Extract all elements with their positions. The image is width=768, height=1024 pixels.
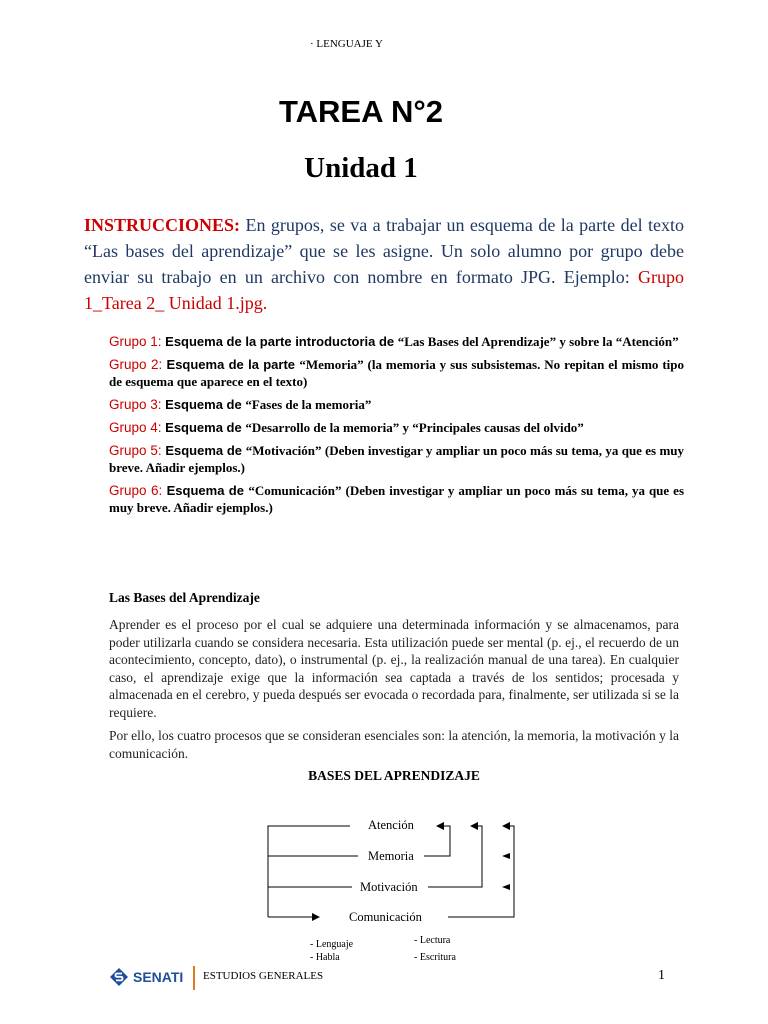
group-topic: “Motivación” (Deben investigar y ampliar un poco más su tema, ya que es muy breve. Añadir ejemplos.) [109,443,685,475]
page-number: 1 [658,968,665,983]
diagram-note-lenguaje: - Lenguaje [310,939,354,950]
group-item [109,442,684,476]
body-paragraph: Por ello, los cuatro procesos que se consideran esenciales son: la atención, la memoria, la motivación y la comunicación. [109,728,679,761]
instructions-example: Grupo 1_Tarea 2_ Unidad 1.jpg. [84,267,684,313]
diagram-node-atencion: Atención [368,818,414,832]
group-topic: “Comunicación” (Deben investigar y ampliar un poco más su tema, ya que es muy breve. Añadir ejemplos.) [109,483,684,515]
instructions-label: INSTRUCCIONES: [84,215,241,235]
arrowhead-marker [502,884,510,890]
brand-name: SENATI [133,969,184,985]
group-item [109,419,684,436]
group-item [109,333,684,350]
group-label: Grupo 4: [109,420,162,435]
footer-logo [109,966,183,988]
group-label: Grupo 3: [109,397,162,412]
diagram-title: BASES DEL APRENDIZAJE [308,768,480,783]
group-topic: “Fases de la memoria” [245,397,372,412]
right-loop-inner [424,826,450,856]
senati-logo-icon [109,967,129,987]
group-desc: Esquema de la parte introductoria de [161,334,398,349]
instructions [84,212,684,316]
body-paragraph: Aprender es el proceso por el cual se adquiere una determinada información y se almacenamos, para poder utilizarla cuando se considera necesaria. Esta utilización puede ser mental (p. ej., el recuerdo de un acontecimiento, concepto, dato), o instrumental (p. ej., la realización manual de una tarea). En cualquier caso, el aprendizaje exige que la información sea captada a través de los sentidos; procesada y almacenada en el cerebro, y pueda después ser evocada o recordada para, finalmente, ser utilizada si se la requiere. [109,617,679,720]
group-topic: “Desarrollo de la memoria” y “Principales causas del olvido” [245,420,584,435]
group-label: Grupo 1: [109,334,162,349]
page-title: TAREA N°2 [279,94,443,129]
group-desc: Esquema de la parte [162,357,300,372]
group-item [109,396,684,413]
right-loop-outer [448,826,514,917]
group-item [109,482,684,516]
diagram-node-comunicacion: Comunicación [349,910,422,924]
arrowhead-marker [502,853,510,859]
group-label: Grupo 6: [109,483,163,498]
group-list [109,333,684,522]
diagram-node-motivacion: Motivación [360,880,418,894]
group-label: Grupo 2: [109,357,163,372]
footer-divider [193,966,195,990]
group-item [109,356,684,390]
group-label: Grupo 5: [109,443,162,458]
group-desc: Esquema de [161,397,246,412]
section-title: Las Bases del Aprendizaje [109,590,260,605]
diagram-note-escritura: - Escritura [414,952,456,963]
learning-bases-diagram [240,810,540,963]
left-bracket-line [268,826,350,917]
group-desc: Esquema de [161,443,246,458]
unit-subtitle: Unidad 1 [304,152,418,184]
group-topic: “Memoria” (la memoria y sus subsistemas. No repitan el mismo tipo de esquema que aparece en el texto) [109,357,685,389]
group-desc: Esquema de [162,483,249,498]
instructions-text: En grupos, se va a trabajar un esquema de la parte del texto “Las bases del aprendizaje” que se les asigne. Un solo alumno por grupo debe enviar su trabajo en un archivo con nombre en formato JPG. Ejemplo: [84,215,684,287]
footer-department: ESTUDIOS GENERALES [203,970,324,982]
group-desc: Esquema de [161,420,246,435]
group-topic: “Las Bases del Aprendizaje” y sobre la “Atención” [397,334,679,349]
header-note: · LENGUAJE Y [310,38,383,50]
diagram-node-memoria: Memoria [368,849,414,863]
diagram-note-lectura: - Lectura [414,935,451,946]
diagram-note-habla: - Habla [310,952,340,963]
